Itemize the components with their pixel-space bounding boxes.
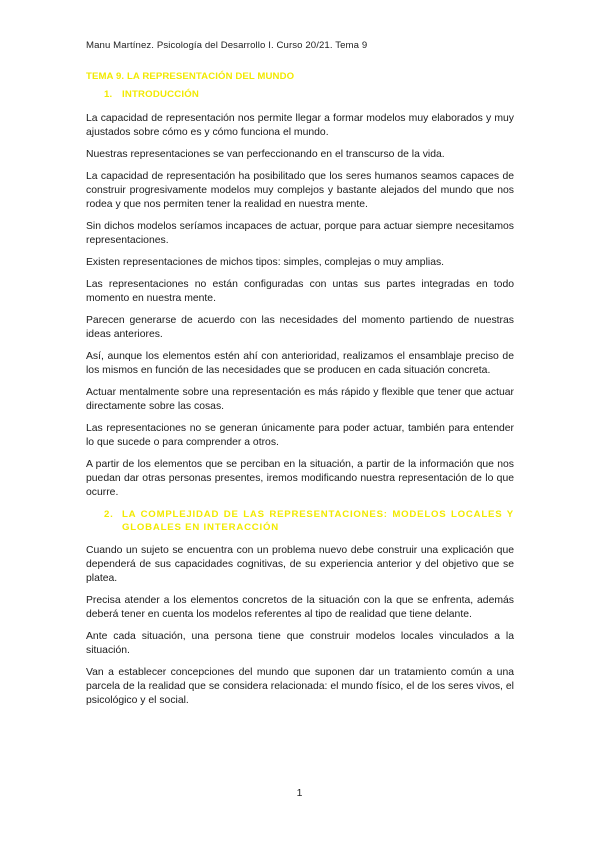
section-title: LA COMPLEJIDAD DE LAS REPRESENTACIONES: MODELOS LOCALES Y GLOBALES EN INTERACCIÓN xyxy=(122,509,514,533)
page-number: 1 xyxy=(296,788,303,799)
paragraph: Las representaciones no están configuradas con untas sus partes integradas en todo momento en nuestra mente. xyxy=(86,279,514,304)
paragraph: Precisa atender a los elementos concretos de la situación con la que se enfrenta, además deberá tener en cuenta los modelos referentes al tipo de realidad que tiene delante. xyxy=(86,595,514,620)
paragraph: Sin dichos modelos seríamos incapaces de actuar, porque para actuar siempre necesitamos representaciones. xyxy=(86,221,514,246)
paragraph: Actuar mentalmente sobre una representación es más rápido y flexible que tener que actuar directamente sobre las cosas. xyxy=(86,387,514,412)
document-body xyxy=(86,71,514,716)
section-title: INTRODUCCIÓN xyxy=(122,89,200,100)
paragraph: La capacidad de representación ha posibilitado que los seres humanos seamos capaces de construir progresivamente modelos muy complejos y bastante alejados del mundo que nos rodea y que nos permiten tener la realidad en nuestra mente. xyxy=(86,171,514,210)
section-number: 2. xyxy=(104,509,114,520)
paragraph: Van a establecer concepciones del mundo que suponen dar un tratamiento común a una parcela de la realidad que se considera relacionada: el mundo físico, el de los seres vivos, el psicológico y el social. xyxy=(86,667,514,706)
paragraph: Ante cada situación, una persona tiene que construir modelos locales vinculados a la situación. xyxy=(86,631,514,656)
section-heading-complejidad xyxy=(104,508,514,534)
paragraph: La capacidad de representación nos permite llegar a formar modelos muy elaborados y muy ajustados sobre cómo es y cómo funciona el mundo. xyxy=(86,113,514,138)
paragraph: Parecen generarse de acuerdo con las necesidades del momento partiendo de nuestras ideas anteriores. xyxy=(86,315,514,340)
section-number: 1. xyxy=(104,89,113,100)
section-heading-introduccion xyxy=(104,88,514,101)
paragraph: A partir de los elementos que se perciban en la situación, a partir de la información que nos puedan dar otras personas presentes, iremos modificando nuestra representación de lo que ocurre. xyxy=(86,459,514,498)
paragraph: Nuestras representaciones se van perfeccionando en el transcurso de la vida. xyxy=(86,149,445,160)
paragraph: Existen representaciones de michos tipos: simples, complejas o muy amplias. xyxy=(86,257,445,268)
paragraph: Así, aunque los elementos estén ahí con anterioridad, realizamos el ensamblaje preciso de los mismos en función de las necesidades que se producen en cada situación concreta. xyxy=(86,351,514,376)
paragraph: Las representaciones no se generan únicamente para poder actuar, también para entender lo que sucede o para comprender a otros. xyxy=(86,423,514,448)
page-header: Manu Martínez. Psicología del Desarrollo I. Curso 20/21. Tema 9 xyxy=(86,40,368,51)
document-title: TEMA 9. LA REPRESENTACIÓN DEL MUNDO xyxy=(86,71,295,82)
paragraph: Cuando un sujeto se encuentra con un problema nuevo debe construir una explicación que dependerá de sus capacidades cognitivas, de su experiencia anterior y del objetivo que se platea. xyxy=(86,545,514,584)
